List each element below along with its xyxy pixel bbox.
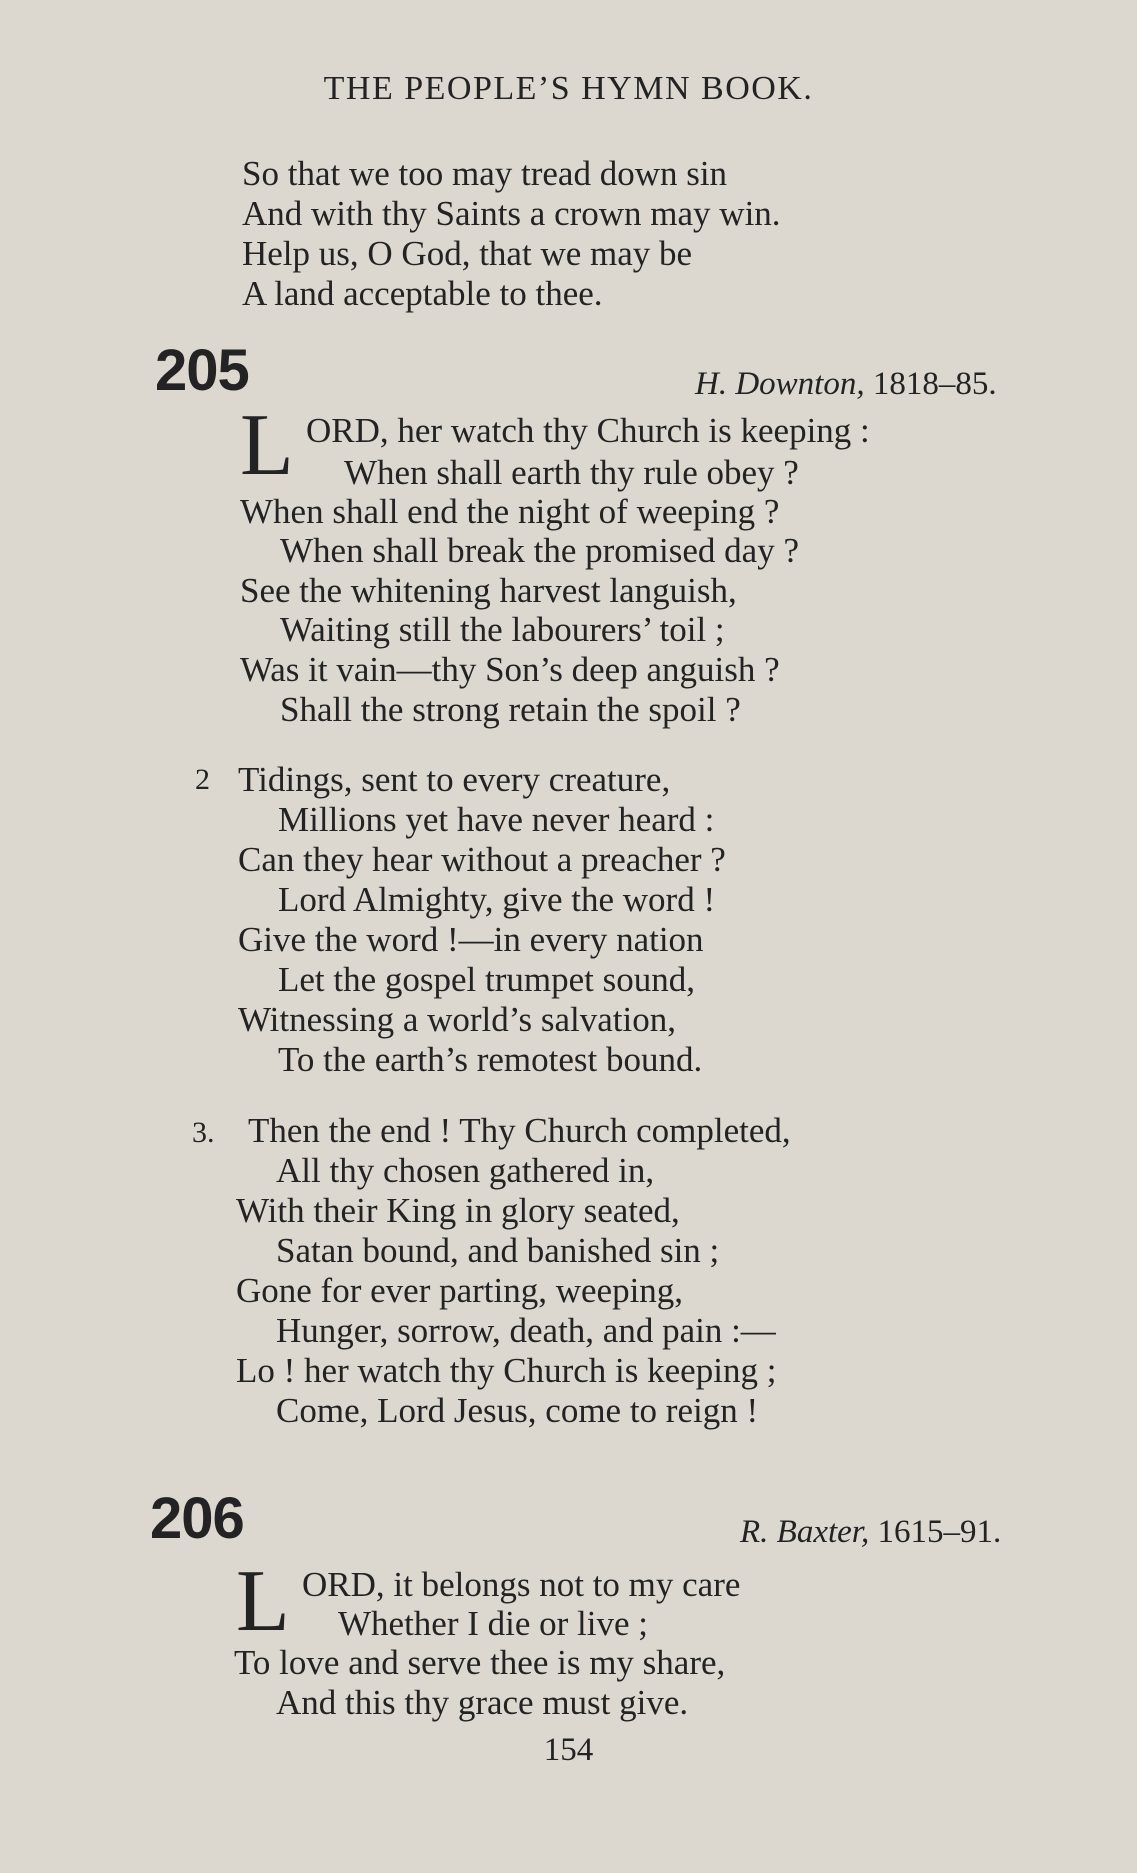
hymn-line: ORD, her watch thy Church is keeping : (306, 411, 870, 450)
hymn-line: Witnessing a world’s salvation, (238, 1000, 676, 1039)
hymn-line: To the earth’s remotest bound. (278, 1040, 703, 1079)
page-number: 154 (543, 1732, 594, 1768)
hymn-line: Gone for ever parting, weeping, (236, 1271, 684, 1310)
hymn-line: Lord Almighty, give the word ! (278, 880, 716, 919)
hymn-line: Let the gospel trumpet sound, (278, 960, 696, 999)
verse-number: 3. (192, 1116, 215, 1149)
author-dates: 1615–91. (877, 1514, 1002, 1550)
hymn-line: ORD, it belongs not to my care (302, 1565, 741, 1604)
verse-number: 2 (195, 763, 210, 796)
hymn-line: Give the word !—in every nation (238, 920, 704, 959)
hymn-line: When shall earth thy rule obey ? (344, 453, 799, 492)
hymn-line: Whether I die or live ; (338, 1604, 649, 1643)
hymn-line: Hunger, sorrow, death, and pain :— (276, 1311, 776, 1350)
hymn-line: When shall break the promised day ? (280, 531, 799, 570)
hymn-line: And this thy grace must give. (276, 1683, 689, 1722)
continuation-line: And with thy Saints a crown may win. (242, 194, 781, 233)
hymn-line: To love and serve thee is my share, (234, 1643, 726, 1682)
continuation-line: Help us, O God, that we may be (242, 234, 693, 273)
hymn-line: Tidings, sent to every creature, (238, 760, 671, 799)
continuation-line: So that we too may tread down sin (242, 154, 728, 193)
author-name: H. Downton, (695, 366, 865, 402)
hymn-line: Waiting still the labourers’ toil ; (280, 610, 725, 649)
hymn-line: Lo ! her watch thy Church is keeping ; (236, 1351, 777, 1390)
hymn-line: Come, Lord Jesus, come to reign ! (276, 1391, 759, 1430)
hymn-line: Was it vain—thy Son’s deep anguish ? (240, 650, 780, 689)
drop-cap: L (240, 397, 294, 494)
hymn-number-205: 205 (155, 338, 249, 403)
running-title: THE PEOPLE’S HYMN BOOK. (323, 70, 814, 107)
hymn-line: Then the end ! Thy Church completed, (248, 1111, 791, 1150)
hymn-line: When shall end the night of weeping ? (240, 492, 780, 531)
hymn-line: Shall the strong retain the spoil ? (280, 690, 741, 729)
author-name: R. Baxter, (740, 1514, 870, 1550)
hymn-205-author (695, 368, 997, 401)
hymn-line: See the whitening harvest languish, (240, 571, 737, 610)
hymn-line: Can they hear without a preacher ? (238, 840, 726, 879)
hymn-line: All thy chosen gathered in, (276, 1151, 655, 1190)
hymn-line: Millions yet have never heard : (278, 800, 715, 839)
hymn-line: With their King in glory seated, (236, 1191, 680, 1230)
hymn-number-206: 206 (150, 1486, 244, 1551)
author-dates: 1818–85. (872, 366, 997, 402)
hymn-line: Satan bound, and banished sin ; (276, 1231, 720, 1270)
hymn-206-author (740, 1516, 1001, 1549)
drop-cap: L (236, 1553, 290, 1650)
continuation-line: A land acceptable to thee. (242, 274, 603, 313)
